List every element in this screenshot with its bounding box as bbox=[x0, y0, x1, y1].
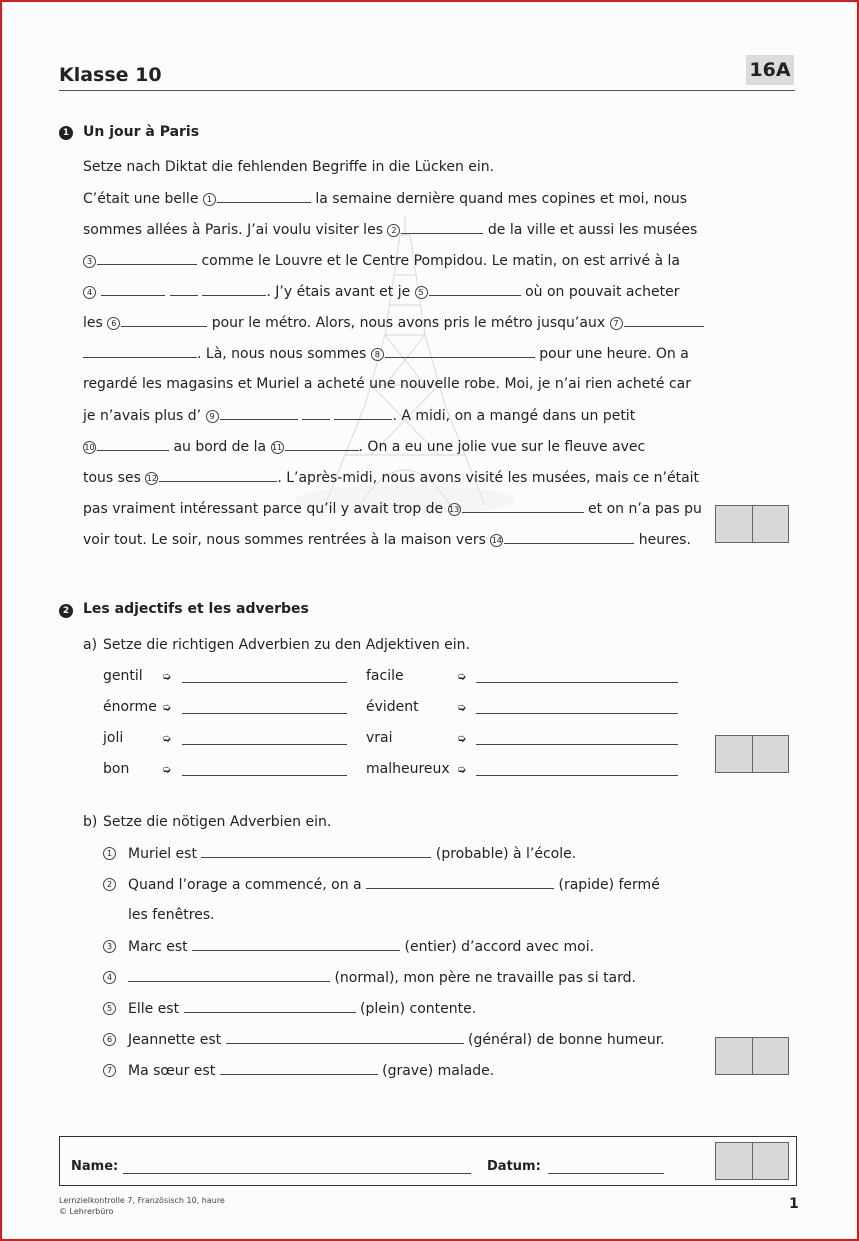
item-number bbox=[103, 876, 117, 892]
dictation-line: regardé les magasins et Muriel a acheté une nouvelle robe. Moi, je n’ai rien acheté car bbox=[83, 376, 692, 392]
dictation-line: . Là, nous nous sommes 8 pour une heure. On a bbox=[83, 345, 689, 362]
adverb-blank[interactable] bbox=[182, 713, 347, 714]
blank-number: 12 bbox=[146, 474, 157, 483]
answer-blank[interactable] bbox=[429, 283, 521, 296]
answer-blank[interactable] bbox=[101, 283, 165, 296]
blank-number: 2 bbox=[387, 224, 400, 237]
sentence-line: Muriel est (probable) à l’école. bbox=[128, 846, 577, 862]
answer-blank[interactable] bbox=[302, 407, 330, 420]
answer-blank[interactable] bbox=[184, 1000, 356, 1013]
header-divider bbox=[59, 90, 795, 91]
blank-number: 7 bbox=[610, 317, 623, 330]
answer-blank[interactable] bbox=[202, 283, 266, 296]
adverb-blank[interactable] bbox=[182, 744, 347, 745]
answer-blank[interactable] bbox=[192, 938, 400, 951]
blank-number: 5 bbox=[415, 286, 428, 299]
dictation-line: je n’avais plus d’ 9 . A midi, on a mangé dans un petit bbox=[83, 408, 636, 424]
item-number bbox=[103, 1062, 117, 1078]
adverb-blank[interactable] bbox=[476, 682, 678, 683]
answer-blank[interactable] bbox=[220, 407, 298, 420]
adjective-label: joli bbox=[103, 730, 124, 746]
arrow-icon: ➭ bbox=[457, 763, 467, 776]
score-box-2 bbox=[715, 735, 789, 773]
part-a-label: a) bbox=[83, 637, 98, 653]
dictation-line: 4 . J’y étais avant et je 5 où on pouvait acheter bbox=[83, 283, 680, 300]
blank-number: 3 bbox=[103, 940, 116, 953]
name-field[interactable] bbox=[123, 1173, 471, 1174]
credit-line: Lernzielkontrolle 7, Französisch 10, haure bbox=[59, 1196, 225, 1205]
blank-number: 3 bbox=[83, 255, 96, 268]
dictation-line: 3 comme le Louvre et le Centre Pompidou. Le matin, on est arrivé à la bbox=[83, 252, 680, 269]
blank-number: 1 bbox=[103, 847, 116, 860]
arrow-icon: ➭ bbox=[162, 763, 172, 776]
page-number: 1 bbox=[789, 1196, 799, 1212]
item-number bbox=[103, 1031, 117, 1047]
answer-blank[interactable] bbox=[97, 252, 197, 265]
date-field[interactable] bbox=[548, 1173, 664, 1174]
section-2-number: 2 bbox=[59, 604, 73, 618]
sentence-line: Marc est (entier) d’accord avec moi. bbox=[128, 939, 595, 955]
score-box-1 bbox=[715, 505, 789, 543]
section-1-instruction: Setze nach Diktat die fehlenden Begriffe in die Lücken ein. bbox=[83, 159, 495, 175]
item-number bbox=[103, 938, 117, 954]
adverb-blank[interactable] bbox=[182, 682, 347, 683]
arrow-icon: ➭ bbox=[457, 670, 467, 683]
adverb-blank[interactable] bbox=[182, 775, 347, 776]
sentence-line: Quand l’orage a commencé, on a (rapide) fermé bbox=[128, 877, 660, 893]
arrow-icon: ➭ bbox=[162, 701, 172, 714]
sentence-line: Elle est (plein) contente. bbox=[128, 1001, 477, 1017]
answer-blank[interactable] bbox=[217, 190, 311, 203]
answer-blank[interactable] bbox=[83, 345, 197, 358]
name-date-box bbox=[59, 1136, 797, 1186]
adjective-label: facile bbox=[366, 668, 404, 684]
blank-number: 7 bbox=[103, 1064, 116, 1077]
blank-number: 8 bbox=[371, 348, 384, 361]
blank-number: 2 bbox=[103, 878, 116, 891]
score-box-3 bbox=[715, 1037, 789, 1075]
adjective-label: énorme bbox=[103, 699, 157, 715]
adjective-label: bon bbox=[103, 761, 130, 777]
sentence-line: (normal), mon père ne travaille pas si tard. bbox=[128, 969, 636, 986]
blank-number: 11 bbox=[271, 443, 283, 452]
section-1-title: Un jour à Paris bbox=[83, 124, 200, 140]
answer-blank[interactable] bbox=[285, 438, 359, 451]
date-label: Datum: bbox=[487, 1159, 541, 1174]
adjective-label: évident bbox=[366, 699, 419, 715]
item-number bbox=[103, 845, 117, 861]
dictation-line: voir tout. Le soir, nous sommes rentrées à la maison vers 14 heures. bbox=[83, 532, 691, 548]
answer-blank[interactable] bbox=[201, 845, 431, 858]
score-box-total bbox=[715, 1142, 789, 1180]
dictation-line: pas vraiment intéressant parce qu’il y avait trop de 13 et on n’a pas pu bbox=[83, 501, 702, 517]
answer-blank[interactable] bbox=[504, 531, 634, 544]
answer-blank[interactable] bbox=[385, 345, 535, 358]
answer-blank[interactable] bbox=[170, 283, 198, 296]
answer-blank[interactable] bbox=[462, 500, 584, 513]
blank-number: 6 bbox=[107, 317, 120, 330]
blank-number: 14 bbox=[491, 536, 502, 545]
adjective-label: vrai bbox=[366, 730, 393, 746]
dictation-line: 10 au bord de la 11 . On a eu une jolie vue sur le fleuve avec bbox=[84, 439, 646, 455]
answer-blank[interactable] bbox=[624, 314, 704, 327]
copyright-line: © Lehrerbüro bbox=[59, 1207, 114, 1216]
item-number bbox=[103, 969, 117, 985]
section-1-number: 1 bbox=[59, 126, 73, 140]
answer-blank[interactable] bbox=[401, 221, 483, 234]
page-title: Klasse 10 bbox=[59, 64, 162, 86]
blank-number: 5 bbox=[103, 1002, 116, 1015]
dictation-line: tous ses 12 . L’après-midi, nous avons visité les musées, mais ce n’était bbox=[83, 470, 700, 486]
adjective-label: malheureux bbox=[366, 761, 450, 777]
part-a-instruction: Setze die richtigen Adverbien zu den Adjektiven ein. bbox=[103, 637, 470, 653]
answer-blank[interactable] bbox=[366, 876, 554, 889]
sentence-line: les fenêtres. bbox=[128, 907, 215, 923]
answer-blank[interactable] bbox=[128, 969, 330, 982]
sentence-line: Ma sœur est (grave) malade. bbox=[128, 1063, 495, 1079]
blank-number: 6 bbox=[103, 1033, 116, 1046]
arrow-icon: ➭ bbox=[457, 701, 467, 714]
dictation-line: les 6 pour le métro. Alors, nous avons pris le métro jusqu’aux 7 bbox=[83, 314, 704, 331]
blank-number: 13 bbox=[449, 505, 460, 514]
test-code-badge: 16A bbox=[746, 55, 794, 85]
answer-blank[interactable] bbox=[334, 407, 392, 420]
blank-number: 10 bbox=[84, 443, 95, 452]
part-b-instruction: Setze die nötigen Adverbien ein. bbox=[103, 814, 332, 830]
blank-number: 9 bbox=[206, 410, 219, 423]
answer-blank[interactable] bbox=[159, 469, 277, 482]
arrow-icon: ➭ bbox=[162, 670, 172, 683]
dictation-line: sommes allées à Paris. J’ai voulu visiter les 2 de la ville et aussi les musées bbox=[83, 222, 698, 238]
answer-blank[interactable] bbox=[121, 314, 207, 327]
sentence-line: Jeannette est (général) de bonne humeur. bbox=[128, 1032, 665, 1048]
adjective-label: gentil bbox=[103, 668, 143, 684]
section-2-title: Les adjectifs et les adverbes bbox=[83, 601, 309, 617]
blank-number: 4 bbox=[83, 286, 96, 299]
blank-number: 4 bbox=[103, 971, 116, 984]
part-b-label: b) bbox=[83, 814, 98, 830]
answer-blank[interactable] bbox=[97, 438, 169, 451]
item-number bbox=[103, 1000, 117, 1016]
name-label: Name: bbox=[71, 1159, 119, 1174]
blank-number: 1 bbox=[203, 193, 216, 206]
answer-blank[interactable] bbox=[226, 1031, 464, 1044]
adverb-blank[interactable] bbox=[476, 713, 678, 714]
arrow-icon: ➭ bbox=[162, 732, 172, 745]
arrow-icon: ➭ bbox=[457, 732, 467, 745]
answer-blank[interactable] bbox=[220, 1062, 378, 1075]
adverb-blank[interactable] bbox=[476, 775, 678, 776]
adverb-blank[interactable] bbox=[476, 744, 678, 745]
dictation-line: C’était une belle 1 la semaine dernière quand mes copines et moi, nous bbox=[83, 191, 688, 207]
